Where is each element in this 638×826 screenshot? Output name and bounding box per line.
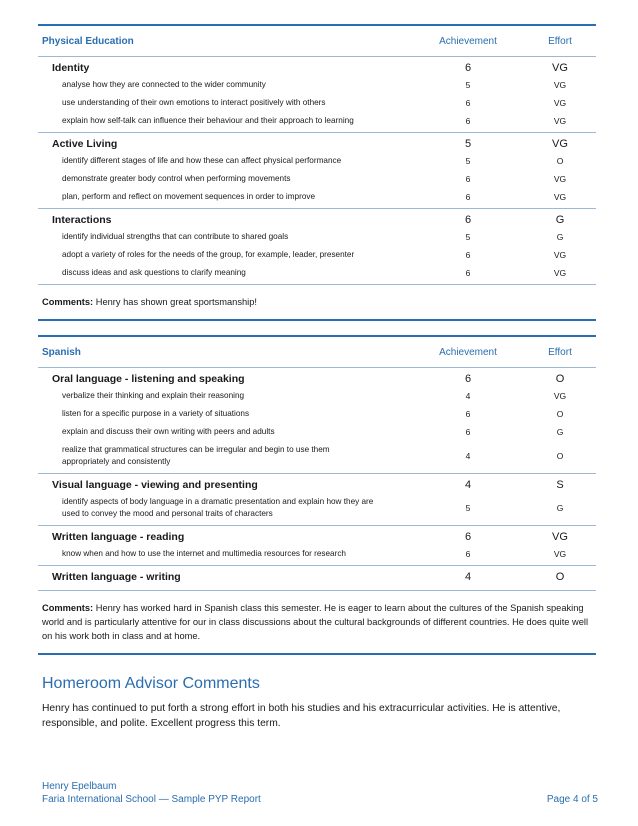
group-name: Oral language - listening and speaking bbox=[52, 373, 245, 385]
item-row bbox=[38, 246, 596, 264]
item-effort: VG bbox=[553, 98, 567, 108]
effort-header: Effort bbox=[548, 35, 572, 47]
item-achievement: 6 bbox=[465, 192, 471, 202]
item-text: identify individual strengths that can contribute to shared goals bbox=[62, 232, 289, 241]
homeroom-comment: Henry has continued to put forth a strong effort in both his studies and his extracurricular activities. He is attentive, responsible, and polite. Excellent progress this term. bbox=[42, 703, 561, 729]
item-achievement: 5 bbox=[465, 80, 471, 90]
group-effort: VG bbox=[552, 62, 568, 74]
footer-student-name: Henry Epelbaum bbox=[42, 781, 117, 792]
group-effort: VG bbox=[552, 138, 568, 150]
group-name: Interactions bbox=[52, 214, 112, 226]
item-effort: VG bbox=[553, 549, 567, 559]
group-row bbox=[38, 209, 596, 228]
item-text: explain and discuss their own writing with peers and adults bbox=[62, 427, 275, 436]
item-effort: G bbox=[556, 427, 564, 437]
comment-label: Comments: bbox=[42, 603, 94, 613]
item-row bbox=[38, 76, 596, 94]
item-row bbox=[38, 423, 596, 441]
item-text: identify different stages of life and how these can affect physical performance bbox=[62, 156, 342, 165]
item-achievement: 6 bbox=[465, 409, 471, 419]
item-effort: VG bbox=[553, 80, 567, 90]
group-achievement: 6 bbox=[464, 214, 472, 226]
item-text: analyse how they are connected to the wider community bbox=[62, 80, 266, 89]
item-achievement: 6 bbox=[465, 174, 471, 184]
group-written-writing bbox=[38, 566, 596, 591]
group-effort: VG bbox=[552, 531, 568, 543]
group-row bbox=[38, 526, 596, 545]
item-text: verbalize their thinking and explain their reasoning bbox=[62, 391, 245, 400]
achievement-header: Achievement bbox=[439, 35, 497, 47]
item-effort: G bbox=[556, 503, 564, 513]
item-effort: VG bbox=[553, 250, 567, 260]
item-text: adopt a variety of roles for the needs of the group, for example, leader, presenter bbox=[62, 250, 355, 259]
group-oral-language bbox=[38, 368, 596, 474]
homeroom-title: Homeroom Advisor Comments bbox=[42, 675, 260, 692]
item-effort: VG bbox=[553, 192, 567, 202]
item-text: realize that grammatical structures can be irregular and begin to use them appropriately and consistently bbox=[62, 445, 330, 466]
section-title: Spanish bbox=[42, 346, 81, 358]
section-title: Physical Education bbox=[42, 35, 134, 47]
item-text: explain how self-talk can influence their behaviour and their approach to learning bbox=[62, 116, 354, 125]
group-row bbox=[38, 133, 596, 152]
item-achievement: 5 bbox=[465, 156, 471, 166]
comment-text: Henry has worked hard in Spanish class this semester. He is eager to learn about the cultures of the Spanish speaking world and is particularly attentive for our in class discussions about the cultural backgrounds of different countries. He does quite well on his work both in class and at home. bbox=[42, 603, 589, 641]
group-row bbox=[38, 57, 596, 76]
item-row bbox=[38, 264, 596, 282]
section-physical-education bbox=[38, 24, 596, 321]
item-row bbox=[38, 152, 596, 170]
footer-page-number: Page 4 of 5 bbox=[546, 794, 598, 805]
achievement-header: Achievement bbox=[439, 346, 497, 358]
group-name: Visual language - viewing and presenting bbox=[52, 479, 258, 491]
item-effort: VG bbox=[553, 174, 567, 184]
item-row bbox=[38, 545, 596, 563]
group-effort: O bbox=[555, 571, 565, 583]
item-effort: VG bbox=[553, 268, 567, 278]
group-achievement: 4 bbox=[464, 479, 472, 491]
item-row bbox=[38, 493, 596, 523]
item-achievement: 4 bbox=[465, 391, 471, 401]
item-text: identify aspects of body language in a dramatic presentation and explain how they are used to convey the mood and personal traits of characters bbox=[62, 497, 374, 518]
item-achievement: 6 bbox=[465, 427, 471, 437]
group-row bbox=[38, 566, 596, 588]
group-visual-language bbox=[38, 474, 596, 526]
item-effort: O bbox=[556, 451, 564, 461]
item-achievement: 5 bbox=[465, 503, 471, 513]
item-row bbox=[38, 112, 596, 130]
section-comment bbox=[38, 285, 596, 321]
group-row bbox=[38, 368, 596, 387]
item-achievement: 6 bbox=[465, 549, 471, 559]
item-row bbox=[38, 170, 596, 188]
group-name: Identity bbox=[52, 62, 90, 74]
item-text: demonstrate greater body control when performing movements bbox=[62, 174, 291, 183]
item-row bbox=[38, 94, 596, 112]
group-written-reading bbox=[38, 526, 596, 566]
item-achievement: 4 bbox=[465, 451, 471, 461]
item-text: listen for a specific purpose in a variety of situations bbox=[62, 409, 250, 418]
group-effort: S bbox=[556, 479, 564, 491]
item-row bbox=[38, 405, 596, 423]
item-row bbox=[38, 228, 596, 246]
section-comment bbox=[38, 591, 596, 655]
item-achievement: 6 bbox=[465, 98, 471, 108]
group-achievement: 6 bbox=[464, 62, 472, 74]
item-text: use understanding of their own emotions to interact positively with others bbox=[62, 98, 326, 107]
section-spanish bbox=[38, 335, 596, 655]
group-name: Active Living bbox=[52, 138, 118, 150]
group-achievement: 6 bbox=[464, 373, 472, 385]
section-header bbox=[38, 337, 596, 368]
section-header bbox=[38, 26, 596, 57]
group-identity bbox=[38, 57, 596, 133]
item-effort: G bbox=[556, 232, 564, 242]
group-active-living bbox=[38, 133, 596, 209]
item-row bbox=[38, 188, 596, 206]
item-achievement: 6 bbox=[465, 116, 471, 126]
comment-label: Comments: bbox=[42, 297, 94, 307]
item-effort: O bbox=[556, 156, 564, 166]
group-effort: G bbox=[555, 214, 565, 226]
item-text: plan, perform and reflect on movement sequences in order to improve bbox=[62, 192, 316, 201]
group-interactions bbox=[38, 209, 596, 285]
group-row bbox=[38, 474, 596, 493]
item-achievement: 6 bbox=[465, 250, 471, 260]
group-name: Written language - writing bbox=[52, 571, 181, 583]
group-achievement: 5 bbox=[464, 138, 472, 150]
item-text: discuss ideas and ask questions to clarify meaning bbox=[62, 268, 246, 277]
effort-header: Effort bbox=[548, 346, 572, 358]
group-name: Written language - reading bbox=[52, 531, 185, 543]
group-achievement: 6 bbox=[464, 531, 472, 543]
item-effort: O bbox=[556, 409, 564, 419]
item-effort: VG bbox=[553, 116, 567, 126]
item-text: know when and how to use the internet and multimedia resources for research bbox=[62, 549, 346, 558]
item-row bbox=[38, 441, 596, 471]
item-achievement: 6 bbox=[465, 268, 471, 278]
page-footer bbox=[42, 780, 598, 806]
group-effort: O bbox=[555, 373, 565, 385]
footer-school-report: Faria International School — Sample PYP Report bbox=[42, 794, 261, 805]
section-spacer bbox=[38, 321, 596, 335]
item-effort: VG bbox=[553, 391, 567, 401]
item-achievement: 5 bbox=[465, 232, 471, 242]
group-achievement: 4 bbox=[464, 571, 472, 583]
report-page bbox=[38, 24, 596, 731]
item-row bbox=[38, 387, 596, 405]
comment-text: Henry has shown great sportsmanship! bbox=[95, 297, 257, 307]
